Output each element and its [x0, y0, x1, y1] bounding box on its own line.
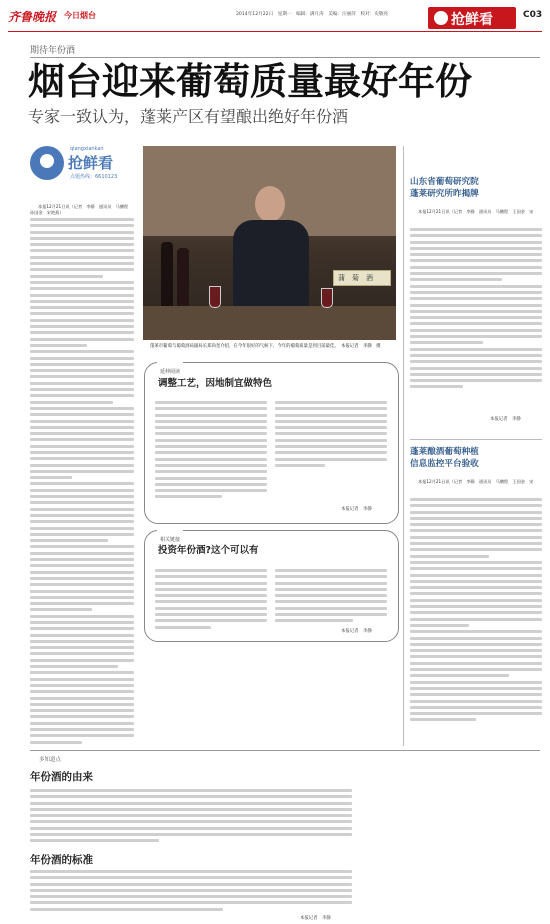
camera-icon — [434, 11, 448, 25]
section-name: 今日烟台 — [64, 11, 96, 20]
news-photo — [143, 146, 396, 340]
date-line: 2014年12月22日 星期一 编辑：满月涛 美编：汪丽萍 校对：史敬亮 — [236, 12, 389, 17]
box-sign: 本报记者 李静 — [341, 507, 372, 512]
masthead-rule — [8, 31, 542, 32]
bottom-heading-1: 年份酒的由来 — [30, 771, 93, 783]
right-story-2-byline: 本报12月21日讯（记者 李静 通讯员 马鹏程 王国金 宋 — [418, 479, 534, 484]
right-story-2 — [410, 446, 542, 746]
wine-glass — [209, 286, 221, 308]
box-sign: 本报记者 李静 — [341, 629, 372, 634]
map-pin-icon — [30, 146, 64, 180]
newspaper-logo: 齐鲁晚报 — [8, 10, 57, 24]
right-story-1-sign: 本报记者 李静 — [490, 417, 521, 422]
badge-title: 抢鲜看 — [68, 154, 114, 172]
wine-bottle — [177, 248, 189, 312]
subheadline: 专家一致认为，蓬莱产区有望酿出绝好年份酒 — [28, 107, 349, 126]
wine-glass — [321, 288, 333, 308]
bottom-heading-2: 年份酒的标准 — [30, 854, 93, 866]
column-name: 抢鲜看 — [451, 12, 493, 28]
photo-sign — [333, 270, 391, 286]
page-number: C03 — [523, 10, 543, 20]
photo-caption: 蓬莱市葡萄与葡萄酒局副局长郑尚奎介绍，在今年很好的气候下，今年的葡萄质量是到目前最佳。 本报记者 李静 摄 — [150, 344, 381, 349]
box-label: 相关链接 — [157, 526, 183, 545]
badge-english: qiangxiankan — [70, 146, 104, 152]
box-title: 调整工艺，因地制宜做特色 — [158, 378, 273, 389]
person-head — [255, 186, 285, 222]
right-story-1-title: 山东省葡萄研究院 蓬莱研究所昨揭牌 — [410, 177, 479, 199]
extended-reading-box — [144, 362, 399, 524]
right-rule — [410, 439, 542, 440]
main-article-byline: 本报12月21日讯（记者 李静 通讯员 马鹏程 孙国金 宋艳燕） — [30, 204, 133, 216]
bottom-section-label: 多知道点 — [28, 757, 62, 763]
photo-sign-text: 蒲 菊 酒 — [338, 274, 373, 282]
bottom-section-rule — [30, 750, 540, 751]
table — [143, 306, 396, 340]
right-story-2-title: 蓬莱酿酒葡萄种植 信息监控平台验收 — [410, 447, 479, 469]
headline: 烟台迎来葡萄质量最好年份 — [28, 60, 472, 103]
wine-bottle — [161, 242, 173, 312]
column-badge — [30, 146, 130, 190]
main-article — [30, 204, 134, 748]
box-title: 投资年份酒?这个可以有 — [158, 545, 259, 556]
column-logo — [428, 7, 516, 29]
kicker: 期待年份酒 — [30, 46, 76, 56]
box-label: 延伸阅读 — [157, 358, 183, 377]
badge-hotline: 点题热线：6610123 — [70, 174, 118, 180]
right-divider — [403, 146, 404, 746]
kicker-rule — [30, 57, 540, 58]
related-link-box — [144, 530, 399, 642]
right-story-1-byline: 本报12月21日讯（记者 李静 通讯员 马鹏程 王国金 宋 — [418, 209, 534, 214]
bottom-sign: 本报记者 李静 — [300, 916, 331, 921]
right-story-1 — [410, 176, 542, 431]
person-body — [233, 220, 309, 310]
